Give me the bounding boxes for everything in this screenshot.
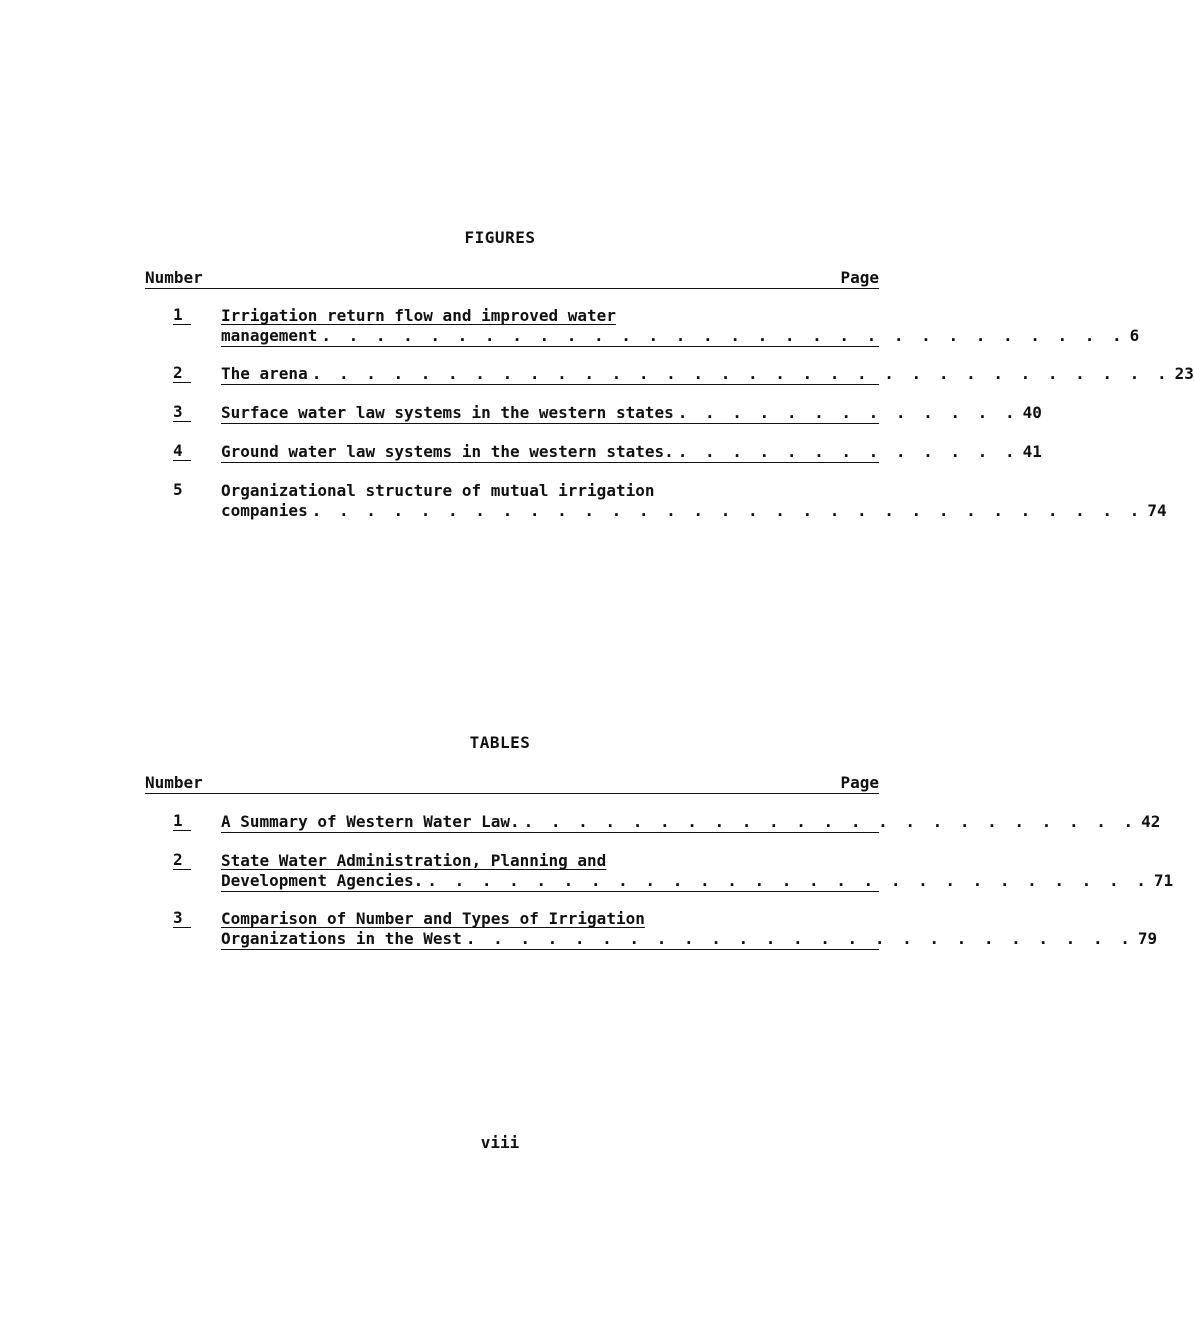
figure-number: 3 — [173, 403, 191, 422]
dot-leader: . . . . . . . . . . . . . . . . . . . . . . . . . . . . . . . — [311, 501, 1144, 520]
figures-number-header: Number — [145, 268, 203, 287]
dot-leader: . . . . . . . . . . . . . . . . . . . . . . . . . . . . . . — [321, 326, 1126, 345]
dot-leader: . . . . . . . . . . . . . — [677, 403, 1019, 422]
dot-leader: . . . . . . . . . . . . . . . . . . . . . . . — [523, 812, 1138, 831]
dot-leader: . . . . . . . . . . . . . . . . . . . . . . . . . — [465, 929, 1134, 948]
page-folio: viii — [480, 1133, 520, 1152]
figure-title-line: management — [221, 326, 318, 345]
table-page-number: 71 — [1153, 871, 1174, 890]
figure-title-line: The arena — [221, 364, 308, 383]
figure-title-line: Surface water law systems in the western states — [221, 403, 674, 422]
figure-page-number: 6 — [1129, 326, 1140, 345]
table-number: 3 — [173, 909, 191, 928]
table-number: 1 — [173, 812, 191, 831]
table-number: 2 — [173, 851, 191, 870]
figure-title-line: Irrigation return flow and improved water — [221, 306, 616, 325]
table-title-line: Development Agencies. — [221, 871, 424, 890]
table-title-line: A Summary of Western Water Law. — [221, 812, 520, 831]
table-page-number: 42 — [1141, 812, 1161, 831]
tables-page-header: Page — [840, 773, 879, 792]
dot-leader: . . . . . . . . . . . . . . . . . . . . . . . . . . . — [427, 871, 1150, 890]
figure-title-line: Ground water law systems in the western states. — [221, 442, 674, 461]
figures-header-row — [145, 268, 879, 289]
dot-leader: . . . . . . . . . . . . . — [677, 442, 1019, 461]
dot-leader: . . . . . . . . . . . . . . . . . . . . . . . . . . . . . . . . — [311, 364, 1171, 383]
figure-number: 5 — [173, 480, 183, 499]
figure-page-number: 40 — [1022, 403, 1042, 422]
figure-number: 2 — [173, 364, 191, 383]
tables-title: TABLES — [469, 733, 531, 752]
figure-title-line: Organizational structure of mutual irrigation — [221, 481, 655, 500]
figures-page-header: Page — [840, 268, 879, 287]
tables-header-row — [145, 773, 879, 794]
figures-title: FIGURES — [464, 228, 536, 247]
table-page-number: 79 — [1137, 929, 1158, 948]
figure-number: 1 — [173, 306, 191, 325]
table-title-line: Comparison of Number and Types of Irrigation — [221, 909, 645, 928]
figure-title-line: companies — [221, 501, 308, 520]
figure-page-number: 74 — [1147, 501, 1167, 520]
figure-number: 4 — [173, 442, 191, 461]
figure-page-number: 23 — [1174, 364, 1194, 383]
figure-page-number: 41 — [1022, 442, 1042, 461]
table-title-line: Organizations in the West — [221, 929, 462, 948]
tables-number-header: Number — [145, 773, 203, 792]
table-title-line: State Water Administration, Planning and — [221, 851, 607, 870]
